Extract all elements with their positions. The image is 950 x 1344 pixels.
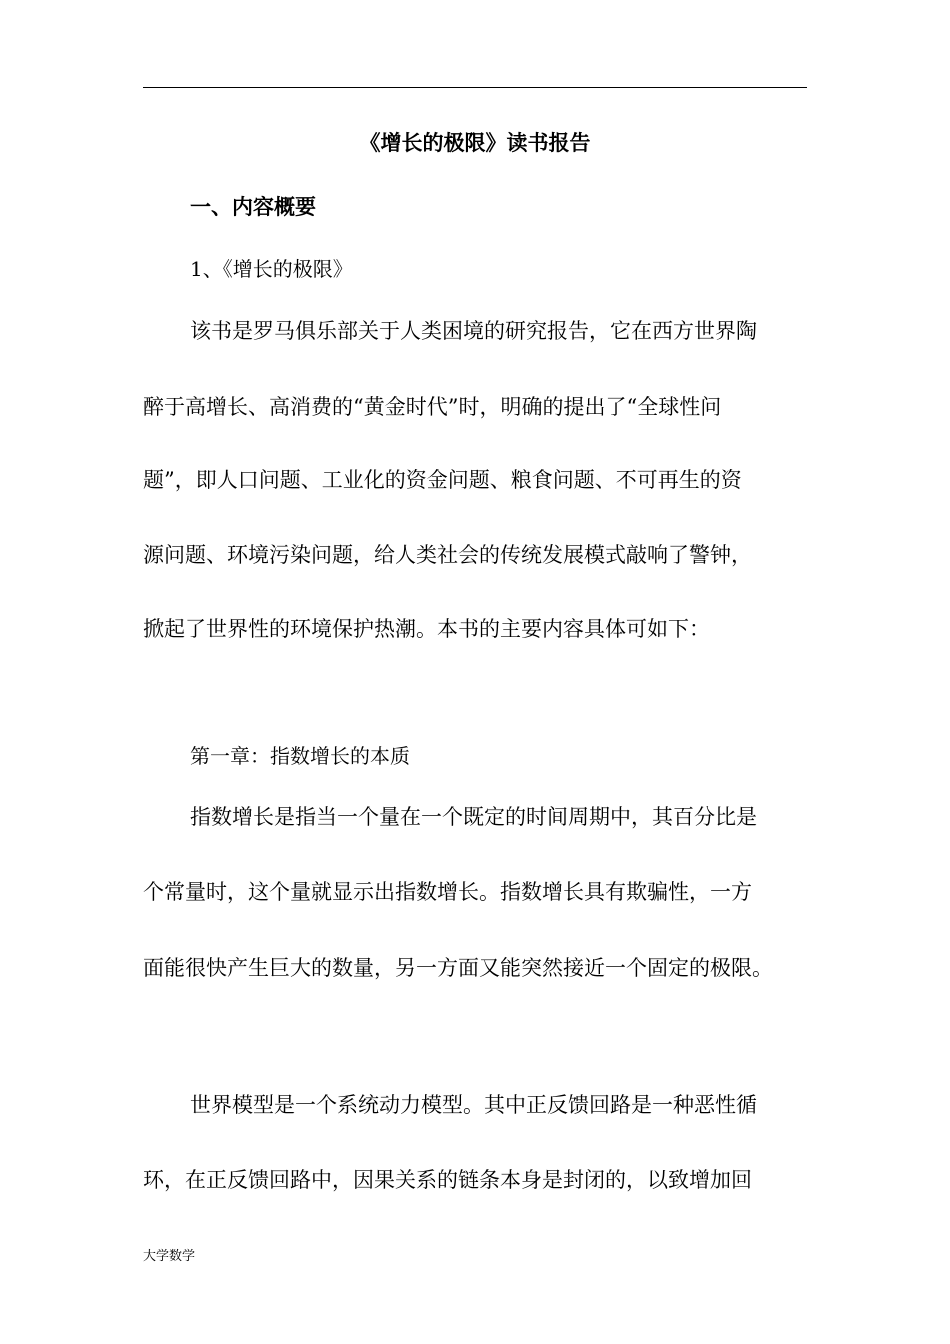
section-heading: 一、内容概要 — [190, 195, 316, 219]
chapter-heading: 第一章：指数增长的本质 — [190, 744, 410, 768]
paragraph-line: 题”，即人口问题、工业化的资金问题、粮食问题、不可再生的资 — [143, 468, 742, 492]
paragraph-line: 指数增长是指当一个量在一个既定的时间周期中，其百分比是 — [190, 805, 757, 829]
paragraph-line: 面能很快产生巨大的数量，另一方面又能突然接近一个固定的极限。 — [143, 956, 773, 980]
paragraph-line: 醉于高增长、高消费的“黄金时代”时，明确的提出了“全球性问 — [143, 395, 722, 419]
page-footer: 大学数学 — [143, 1249, 196, 1264]
document-title: 《增长的极限》读书报告 — [359, 131, 591, 155]
paragraph-line: 世界模型是一个系统动力模型。其中正反馈回路是一种恶性循 — [190, 1093, 757, 1117]
paragraph-line: 掀起了世界性的环境保护热潮。本书的主要内容具体可如下： — [143, 617, 710, 641]
header-rule — [143, 87, 807, 88]
paragraph-line: 该书是罗马俱乐部关于人类困境的研究报告，它在西方世界陶 — [190, 319, 757, 343]
paragraph-line: 源问题、环境污染问题，给人类社会的传统发展模式敲响了警钟， — [143, 543, 752, 567]
paragraph-line: 环，在正反馈回路中，因果关系的链条本身是封闭的，以致增加回 — [143, 1168, 752, 1192]
subsection-heading: 1、《增长的极限》 — [190, 257, 353, 281]
paragraph-line: 个常量时，这个量就显示出指数增长。指数增长具有欺骗性，一方 — [143, 880, 752, 904]
